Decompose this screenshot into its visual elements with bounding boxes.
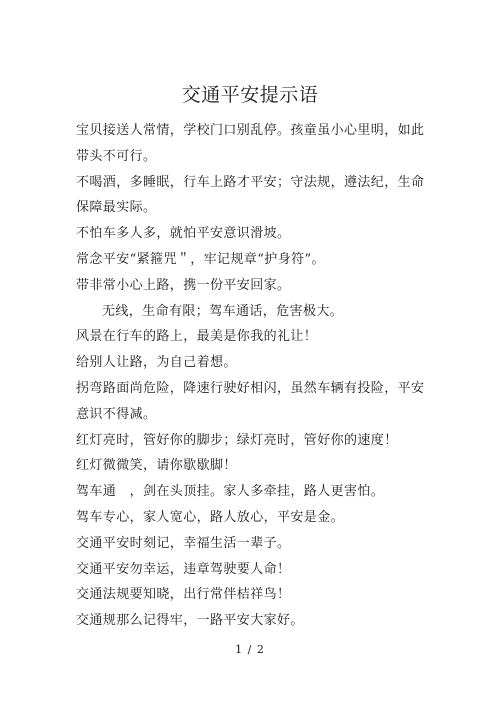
paragraph: 驾车通 ，剑在头顶挂。家人多牵挂，路人更害怕。 xyxy=(76,484,385,500)
paragraph: 驾车专心，家人宽心，路人放心，平安是金。 xyxy=(76,509,345,525)
paragraph: 常念平安“紧箍咒＂，牢记规章“护身符”。 xyxy=(76,251,325,267)
paragraph: 不怕车多人多，就怕平安意识滑坡。 xyxy=(76,226,291,242)
paragraph: 拐弯路面尚危险，降速行驶好相闪，虽然车辆有投险，平安意识不得减。 xyxy=(76,380,425,422)
paragraph: 交通规那么记得牢，一路平安大家好。 xyxy=(76,613,304,629)
paragraph: 给别人让路，为自己着想。 xyxy=(76,355,237,371)
paragraph: 不喝酒，多睡眠，行车上路才平安；守法规，遵法纪，生命保障最实际。 xyxy=(76,174,425,216)
paragraph: 宝贝接送人常情，学校门口别乱停。孩童虽小心里明，如此带头不可行。 xyxy=(76,123,425,164)
paragraph: 红灯亮时，管好你的脚步；绿灯亮时，管好你的速度！ xyxy=(76,432,398,448)
paragraph: 红灯微微笑，请你歇歇脚！ xyxy=(76,458,237,474)
paragraph: 交通平安勿幸运，违章驾驶要人命！ xyxy=(76,561,291,577)
paragraph: 风景在行车的路上，最美是你我的礼让！ xyxy=(76,329,318,345)
page-number: 1 / 2 xyxy=(235,643,265,656)
document-title: 交通平安提示语 xyxy=(181,84,319,106)
paragraph: 带非常小心上路，携一份平安回家。 xyxy=(76,277,291,293)
paragraph: 交通平安时刻记，幸福生活一辈子。 xyxy=(76,535,291,551)
paragraph: 交通法规要知晓，出行常伴桔祥鸟！ xyxy=(76,587,291,603)
paragraph: 无线，生命有限；驾车通话，危害极大。 xyxy=(102,303,344,319)
document-body xyxy=(76,118,432,634)
